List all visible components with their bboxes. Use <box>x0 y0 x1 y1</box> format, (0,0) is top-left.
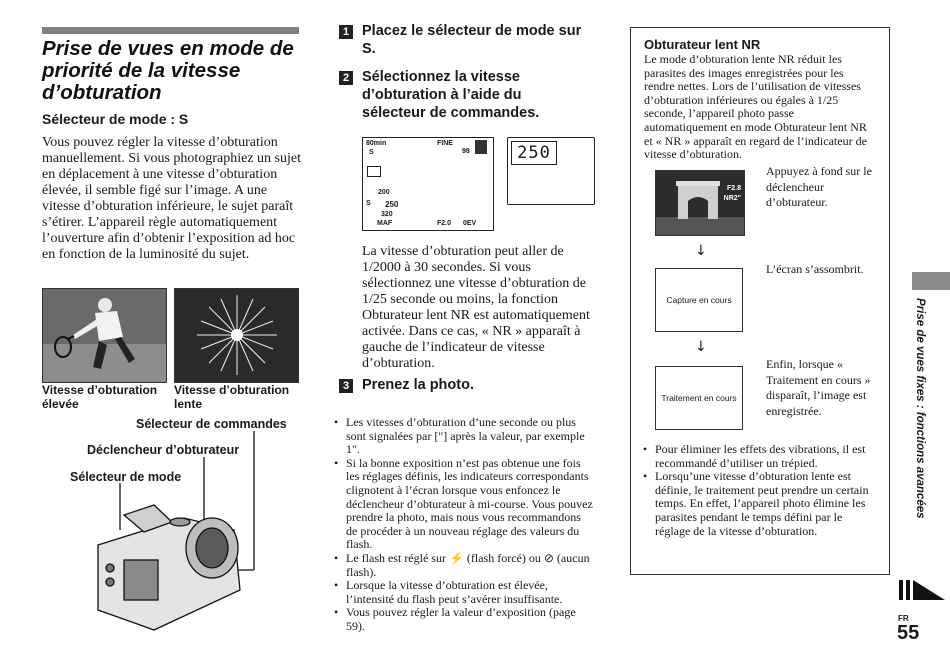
lcd-mode-s: S <box>366 200 371 207</box>
lcd-speed-current: 250 <box>385 200 399 209</box>
arc-de-triomphe-screen <box>655 170 745 236</box>
step-3-text: Prenez la photo. <box>362 377 474 393</box>
down-arrow-icon: ↓ <box>695 243 707 259</box>
mid-bullet-list <box>334 416 594 634</box>
nr-title: Obturateur lent NR <box>644 37 761 52</box>
lcd-mode: S <box>369 149 374 156</box>
nr-bullet-list <box>643 443 877 538</box>
list-item: • Les vitesses d’obturation d’une seconde ou plus sont signalées par ["] après la valeur, par exemple 1". <box>334 416 594 457</box>
lcd-speed-upper: 200 <box>378 189 390 196</box>
down-arrow-icon: ↓ <box>695 339 707 355</box>
section-subhead: Sélecteur de mode : S <box>42 111 189 127</box>
list-item: • Vous pouvez régler la valeur d’exposition (page 59). <box>334 606 594 633</box>
flow-step-3-text: Enfin, lorsque « Traitement en cours » disparaît, l’image est enregistrée. <box>766 357 871 418</box>
lcd-battery-time: 80min <box>366 140 387 147</box>
section-tab-marker <box>912 272 950 290</box>
flow-step-2-text: L’écran s’assombrit. <box>766 262 864 276</box>
list-item: • Le flash est réglé sur ⚡ (flash forcé) ou ⊘ (aucun flash). <box>334 552 594 579</box>
caption-fast-shutter: Vitesse d’obturation élevée <box>42 383 158 411</box>
list-item: • Lorsque la vitesse d’obturation est élevée, l’intensité du flash peut s’avérer insuffisante. <box>334 579 594 606</box>
page-number: 55 <box>897 622 920 644</box>
language-code: FR <box>898 614 909 623</box>
page-title: Prise de vues en mode de priorité de la vitesse d’obturation <box>42 37 294 104</box>
lcd-count: 98 <box>462 148 470 155</box>
step-3-number: 3 <box>339 379 353 393</box>
lcd-aperture: F2.0 <box>437 220 452 227</box>
section-tab-label <box>906 298 926 538</box>
screen-aperture: F2.8 <box>726 185 741 192</box>
flow-step-1-text: Appuyez à fond sur le déclencheur d’obturateur. <box>766 164 872 209</box>
list-item: • Pour éliminer les effets des vibrations, il est recommandé d’utiliser un trépied. <box>643 443 877 470</box>
section-tab-text: Prise de vues fixes : fonctions avancées <box>914 298 926 519</box>
big-speed-value: 250 <box>511 141 557 165</box>
list-item: • Lorsqu’une vitesse d’obturation lente est définie, le traitement peut prendre un certain temps. En effet, l’appareil photo élimine les parasites pendant le temps défini par le réglage de la vitesse d’obturation. <box>643 470 877 538</box>
tennis-photo <box>42 288 167 383</box>
lcd-ev: 0EV <box>463 220 477 227</box>
title-rule <box>42 27 299 34</box>
label-mode-dial: Sélecteur de mode <box>70 470 182 484</box>
label-shutter-button: Déclencheur d’obturateur <box>87 443 240 457</box>
metering-icon <box>367 166 381 177</box>
lcd-quality: FINE <box>437 140 453 147</box>
caption-slow-shutter: Vitesse d’obturation lente <box>174 383 290 411</box>
step-2-number: 2 <box>339 71 353 85</box>
processing-screen-box: Traitement en cours <box>655 366 743 430</box>
section-index-icon <box>897 578 947 602</box>
camera-illustration <box>84 430 304 655</box>
intro-paragraph: Vous pouvez régler la vitesse d’obturation manuellement. Si vous photographiez un sujet en déplacement à une vitesse d’obturation élevée, il semble figé sur l’image. A une vitesse d’obturation inférieure, le sujet paraît s’étirer. L’appareil règle automatiquement l’ouverture afin d’obtenir l’exposition ad hoc en fonction de la luminosité du sujet. <box>42 135 301 262</box>
list-item: • Si la bonne exposition n’est pas obtenue une fois les réglages définis, les indicateurs correspondants clignotent à l’écran lorsque vous enfoncez le déclencheur d’obturateur à mi-course. Vous pouvez prendre la photo, mais nous vous recommandons de procéder à un nouveau réglage des valeurs du flash. <box>334 457 594 552</box>
step-2-description: La vitesse d’obturation peut aller de 1/2000 à 30 secondes. Si vous sélectionnez une vitesse d’obturation de 1/25 seconde ou moins, la fonction Obturateur lent NR est automatiquement activée. Dans ce cas, « NR » apparaît à gauche de l’indicateur de vitesse d’obturation. <box>362 244 590 371</box>
capture-screen-box: Capture en cours <box>655 268 743 332</box>
lcd-display-illustration <box>362 137 494 231</box>
lcd-speed-readout <box>507 137 595 205</box>
nr-description: Le mode d’obturation lente NR réduit les parasites des images enregistrées pour les rendre nettes. Lors de l’utilisation de vitesses d’obturation inférieures ou égales à 1/25 seconde, l’appareil photo passe automatiquement en mode Obturateur lent NR et « NR » apparaît en regard de l’indicateur de vitesse d’obturation. <box>644 52 867 162</box>
step-2-text: Sélectionnez la vitesse d’obturation à l’aide du sélecteur de commandes. <box>362 69 540 121</box>
label-control-dial: Sélecteur de commandes <box>136 417 287 431</box>
lcd-maf: MAF <box>377 220 393 227</box>
screen-nr-speed: NR2" <box>723 195 741 202</box>
step-1-number: 1 <box>339 25 353 39</box>
lcd-speed-lower: 320 <box>381 211 393 218</box>
step-1-text: Placez le sélecteur de mode sur S. <box>362 23 582 57</box>
fireworks-photo <box>174 288 299 383</box>
battery-icon <box>475 140 487 154</box>
